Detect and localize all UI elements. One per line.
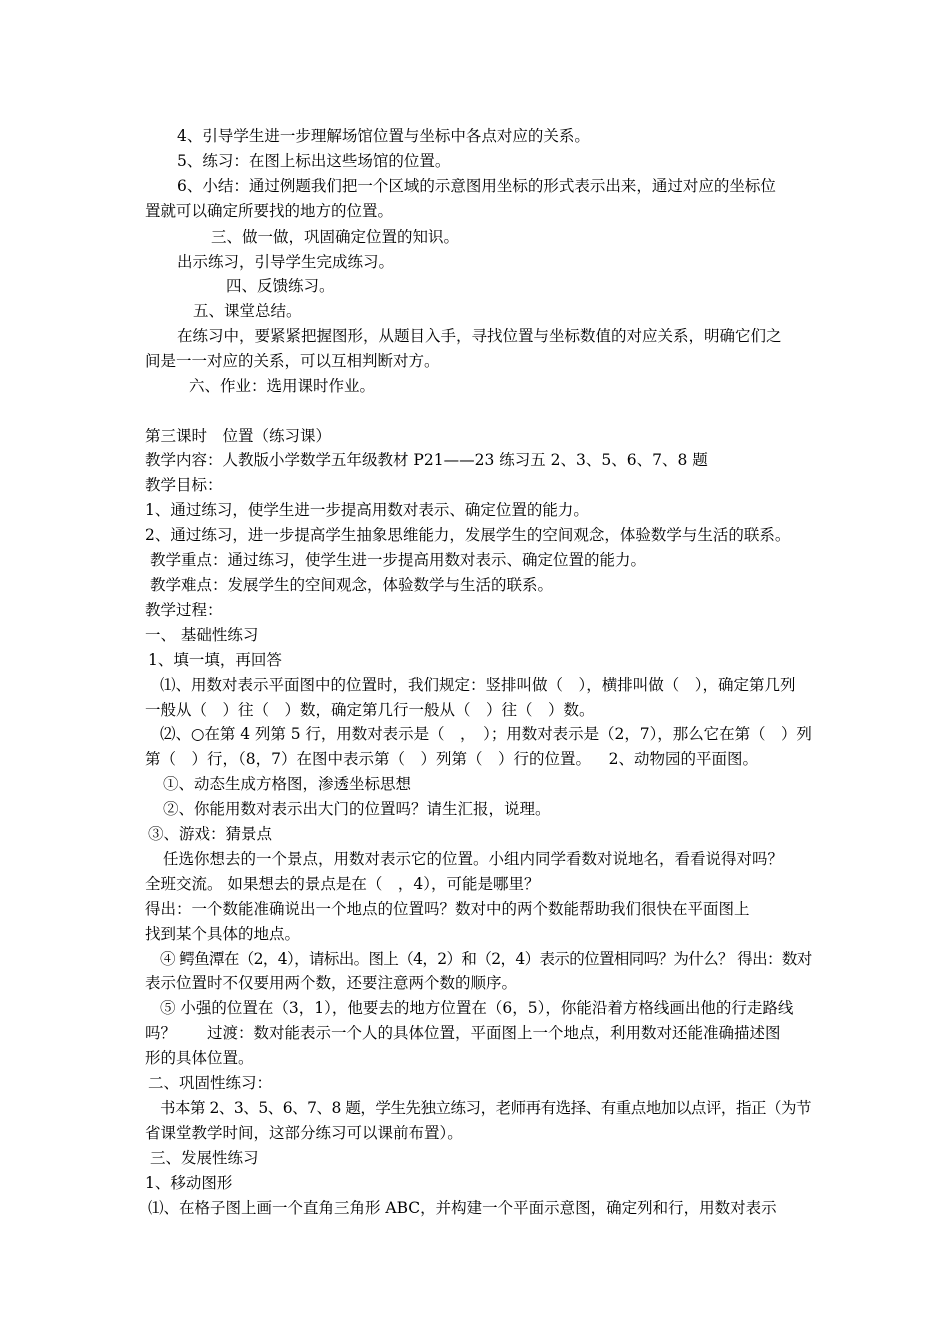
section-heading: 一、 基础性练习	[145, 626, 259, 644]
text-line: 教学过程：	[145, 601, 223, 619]
section-heading: 六、作业：选用课时作业。	[189, 377, 376, 395]
section-heading: 五、课堂总结。	[193, 302, 302, 320]
text-line: 1、填一填，再回答	[148, 651, 282, 669]
text-line: ⑤ 小强的位置在（3，1），他要去的地方位置在（6，5），你能沿着方格线画出他的行走路线	[160, 999, 794, 1017]
text-line: 吗？ 过渡：数对能表示一个人的具体位置，平面图上一个地点，利用数对还能准确描述图	[145, 1024, 781, 1042]
text-line: 一般从（ ）往（ ）数，确定第几行一般从（ ）往（ ）数。	[145, 701, 595, 719]
text-line: 4、引导学生进一步理解场馆位置与坐标中各点对应的关系。	[177, 127, 590, 145]
text-line: ⑵、○在第 4 列第 5 行，用数对表示是（ ， ）；用数对表示是（2，7），那么它在第（ ）列	[160, 725, 812, 743]
lesson-title: 第三课时 位置（练习课）	[145, 427, 332, 445]
text-line: 第（ ）行，（8，7）在图中表示第（ ）列第（ ）行的位置。 2、动物园的平面图。	[145, 750, 758, 768]
text-line: 1、移动图形	[145, 1174, 233, 1192]
text-line: ⑴、在格子图上画一个直角三角形 ABC，并构建一个平面示意图，确定列和行，用数对表示	[148, 1199, 777, 1217]
text-line: 出示练习，引导学生完成练习。	[177, 253, 395, 271]
text-line: ③、游戏：猜景点	[148, 825, 273, 843]
text-line: 教学难点：发展学生的空间观念，体验数学与生活的联系。	[150, 576, 554, 594]
text-line: 教学内容：人教版小学数学五年级教材 P21——23 练习五 2、3、5、6、7、8 题	[145, 451, 708, 469]
text-line: 5、练习：在图上标出这些场馆的位置。	[177, 152, 451, 170]
text-line: 省课堂教学时间，这部分练习可以课前布置）。	[145, 1124, 463, 1142]
text-line: 表示位置时不仅要用两个数，还要注意两个数的顺序。	[145, 974, 518, 992]
text-line: 2、通过练习，进一步提高学生抽象思维能力，发展学生的空间观念，体验数学与生活的联系。	[145, 526, 791, 544]
section-heading: 三、做一做，巩固确定位置的知识。	[211, 228, 460, 246]
text-line: ④ 鳄鱼潭在（2，4），请标出。图上（4，2）和（2，4）表示的位置相同吗？为什么？ 得出：数对	[160, 950, 812, 968]
text-line: ①、动态生成方格图，渗透坐标思想	[163, 775, 412, 793]
section-heading: 二、巩固性练习：	[148, 1074, 273, 1092]
text-line: ⑴、用数对表示平面图中的位置时，我们规定：竖排叫做（ ），横排叫做（ ），确定第几列	[160, 676, 796, 694]
text-line: 教学目标：	[145, 476, 223, 494]
text-line: 置就可以确定所要找的地方的位置。	[145, 202, 394, 220]
text-line: 得出：一个数能准确说出一个地点的位置吗？数对中的两个数能帮助我们很快在平面图上	[145, 900, 750, 918]
text-line: 1、通过练习，使学生进一步提高用数对表示、确定位置的能力。	[145, 501, 589, 519]
text-line: 6、小结：通过例题我们把一个区域的示意图用坐标的形式表示出来，通过对应的坐标位	[177, 177, 776, 195]
text-line: 间是一一对应的关系，可以互相判断对方。	[145, 352, 440, 370]
section-heading: 三、发展性练习	[150, 1149, 259, 1167]
section-heading: 四、反馈练习。	[226, 277, 335, 295]
text-line: 找到某个具体的地点。	[145, 925, 301, 943]
text-line: 全班交流。 如果想去的景点是在（ ，4），可能是哪里？	[145, 875, 540, 893]
text-line: 任选你想去的一个景点，用数对表示它的位置。小组内同学看数对说地名，看看说得对吗？	[163, 850, 784, 868]
text-line: 在练习中，要紧紧把握图形，从题目入手，寻找位置与坐标数值的对应关系，明确它们之	[177, 327, 782, 345]
text-line: 形的具体位置。	[145, 1049, 254, 1067]
text-line: 教学重点：通过练习，使学生进一步提高用数对表示、确定位置的能力。	[150, 551, 647, 569]
text-line: ②、你能用数对表示出大门的位置吗？请生汇报，说理。	[163, 800, 551, 818]
text-line: 书本第 2、3、5、6、7、8 题，学生先独立练习，老师再有选择、有重点地加以点评，指正（为节	[160, 1099, 812, 1117]
